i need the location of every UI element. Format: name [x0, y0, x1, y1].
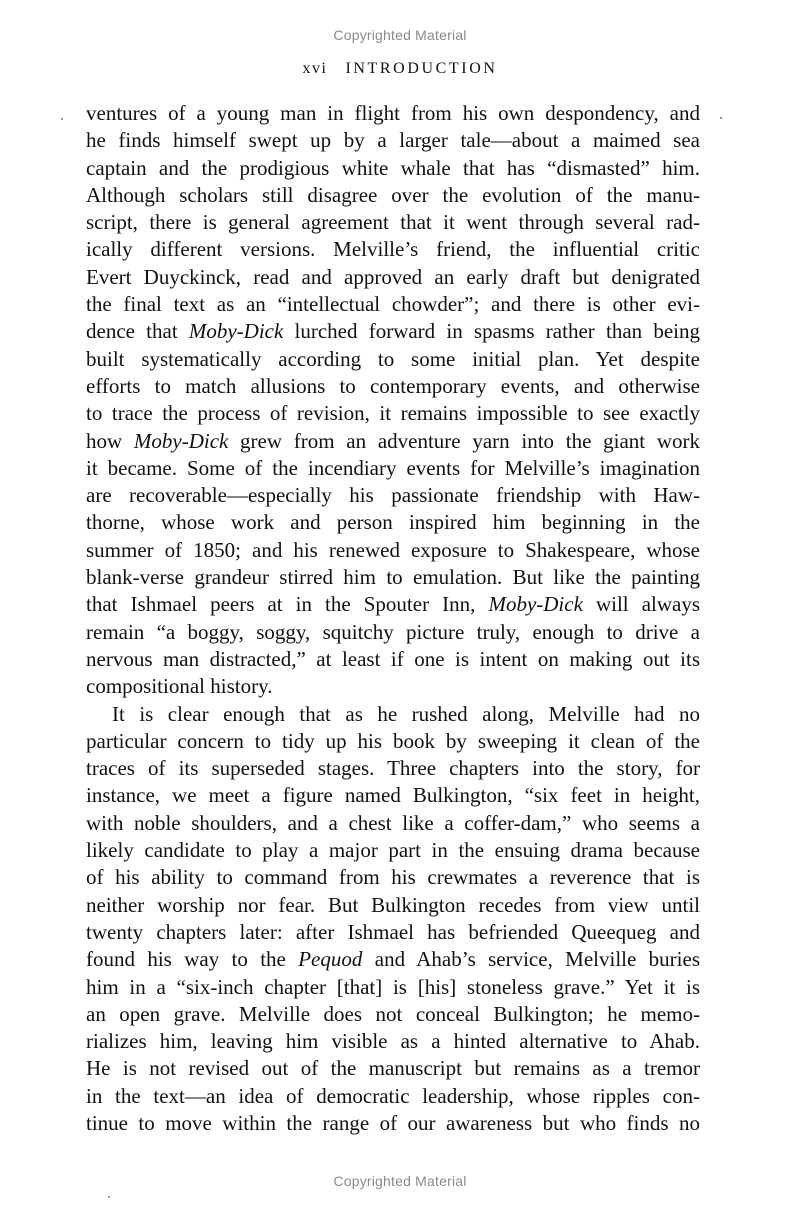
ship-name-italic: Pequod: [298, 947, 363, 972]
copyright-watermark-top: Copyrighted Material: [333, 27, 467, 43]
text-line: nervous man distracted,” at least if one is intent on making out its: [86, 646, 700, 671]
book-title-italic: Moby-Dick: [488, 592, 583, 617]
text-run: lurched forward in spasms rather than being: [283, 319, 700, 344]
text-line: traces of its superseded stages. Three chapters into the story, for: [86, 756, 700, 781]
book-title-italic: Moby-Dick: [133, 428, 229, 453]
text-line: of his ability to command from his crewmates a reverence that is: [86, 865, 700, 890]
text-line: the final text as an “intellectual chowder”; and there is other evi-: [86, 292, 700, 317]
text-line: rializes him, leaving him visible as a hinted alternative to Ahab.: [86, 1029, 700, 1054]
text-run: how: [86, 428, 134, 453]
text-line: efforts to match allusions to contemporary events, and otherwise: [86, 373, 700, 398]
text-line: particular concern to tidy up his book by sweeping it clean of the: [86, 728, 700, 753]
text-line: script, there is general agreement that it went through several rad-: [86, 210, 700, 235]
scan-speck: [108, 1196, 110, 1198]
text-line: blank-verse grandeur stirred him to emulation. But like the painting: [86, 565, 700, 590]
text-line: Evert Duyckinck, read and approved an early draft but denigrated: [86, 264, 700, 289]
running-head-title: INTRODUCTION: [345, 60, 498, 77]
text-line: thorne, whose work and person inspired him beginning in the: [86, 510, 700, 535]
text-line: are recoverable—especially his passionate friendship with Haw-: [86, 483, 700, 508]
text-run: found his way to the: [86, 947, 299, 972]
text-line: an open grave. Melville does not conceal Bulkington; he memo-: [86, 1001, 700, 1026]
text-run: that Ishmael peers at in the Spouter Inn,: [86, 592, 489, 617]
text-line: captain and the prodigious white whale that has “dismasted” him.: [86, 155, 700, 180]
text-line: with noble shoulders, and a chest like a coffer-dam,” who seems a: [86, 810, 700, 835]
text-line: it became. Some of the incendiary events for Melville’s imagination: [86, 455, 700, 480]
text-line: [86, 591, 700, 618]
text-line: to trace the process of revision, it remains impossible to see exactly: [86, 401, 700, 426]
body-text: [86, 100, 700, 1137]
text-line: He is not revised out of the manuscript but remains as a tremor: [86, 1056, 700, 1081]
paragraph-first-line: It is clear enough that as he rushed along, Melville had no: [112, 701, 700, 726]
text-run: and Ahab’s service, Melville buries: [362, 947, 700, 972]
text-run: will always: [582, 592, 700, 617]
text-line: [86, 946, 700, 973]
page-number: xvi: [302, 60, 328, 77]
copyright-watermark-bottom: Copyrighted Material: [333, 1173, 467, 1189]
scan-speck: [720, 117, 722, 119]
text-line: ventures of a young man in flight from his own despondency, and: [86, 101, 700, 125]
text-line: [86, 318, 700, 345]
text-line: ically different versions. Melville’s friend, the influential critic: [86, 237, 700, 262]
text-line: built systematically according to some initial plan. Yet despite: [86, 346, 700, 371]
paragraph-end-line: compositional history.: [86, 674, 273, 699]
text-line: likely candidate to play a major part in the ensuing drama because: [86, 838, 700, 863]
text-line: he finds himself swept up by a larger tale—about a maimed sea: [86, 128, 700, 153]
book-title-italic: Moby-Dick: [188, 319, 284, 344]
text-run: grew from an adventure yarn into the giant work: [228, 428, 700, 453]
text-line: remain “a boggy, soggy, squitchy picture truly, enough to drive a: [86, 619, 700, 644]
text-line: [86, 428, 700, 455]
text-line: twenty chapters later: after Ishmael has befriended Queequeg and: [86, 919, 700, 944]
text-line: neither worship nor fear. But Bulkington recedes from view until: [86, 892, 700, 917]
text-run: dence that: [86, 319, 189, 344]
text-line: tinue to move within the range of our awareness but who finds no: [86, 1110, 700, 1135]
scan-speck: [61, 118, 63, 120]
text-line: instance, we meet a figure named Bulkington, “six feet in height,: [86, 783, 700, 808]
running-head: [0, 60, 800, 78]
text-line: in the text—an idea of democratic leadership, whose ripples con-: [86, 1083, 700, 1108]
text-line: him in a “six-inch chapter [that] is [his] stoneless grave.” Yet it is: [86, 974, 700, 999]
text-line: Although scholars still disagree over the evolution of the manu-: [86, 182, 700, 207]
text-line: summer of 1850; and his renewed exposure to Shakespeare, whose: [86, 537, 700, 562]
